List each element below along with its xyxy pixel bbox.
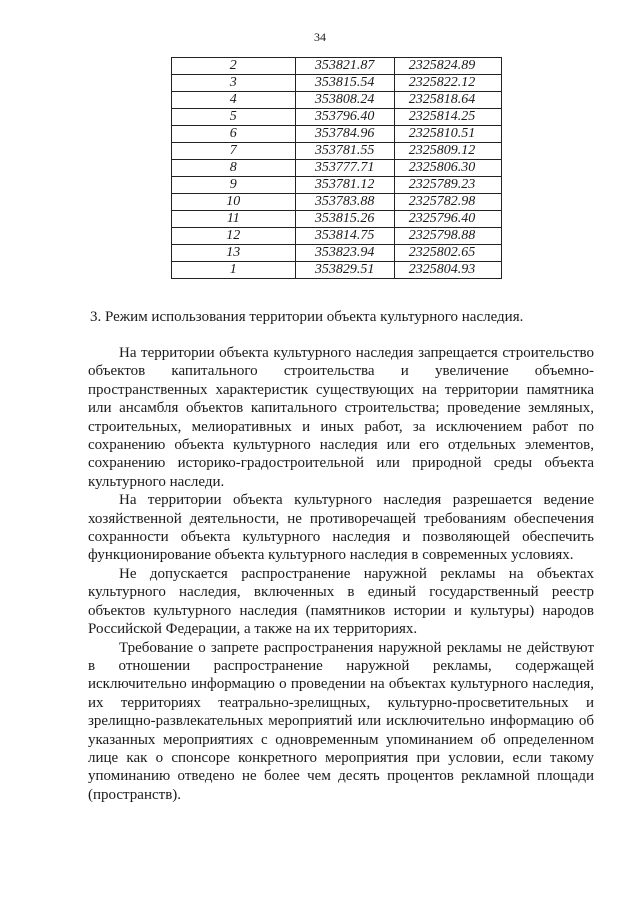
point-number-cell: 13 [172, 245, 296, 262]
y-coordinate-cell: 2325818.64 [394, 92, 501, 109]
x-coordinate-cell: 353808.24 [295, 92, 394, 109]
table-row [172, 92, 502, 109]
table-row [172, 211, 502, 228]
point-number-cell: 12 [172, 228, 296, 245]
point-number-cell: 9 [172, 177, 296, 194]
y-coordinate-cell: 2325782.98 [394, 194, 501, 211]
x-coordinate-cell: 353814.75 [295, 228, 394, 245]
y-coordinate-cell: 2325810.51 [394, 126, 501, 143]
point-number-cell: 7 [172, 143, 296, 160]
y-coordinate-cell: 2325822.12 [394, 75, 501, 92]
y-coordinate-cell: 2325814.25 [394, 109, 501, 126]
x-coordinate-cell: 353821.87 [295, 58, 394, 75]
x-coordinate-cell: 353823.94 [295, 245, 394, 262]
y-coordinate-cell: 2325809.12 [394, 143, 501, 160]
point-number-cell: 10 [172, 194, 296, 211]
x-coordinate-cell: 353829.51 [295, 262, 394, 279]
point-number-cell: 3 [172, 75, 296, 92]
point-number-cell: 11 [172, 211, 296, 228]
table-row [172, 143, 502, 160]
y-coordinate-cell: 2325798.88 [394, 228, 501, 245]
coordinates-table [171, 57, 502, 279]
paragraph: Требование о запрете распространения наружной рекламы не действуют в отношении распространение наружной рекламы, содержащей исключительно информацию о проведении на объектах культурного наследия, их территориях театрально-зрелищных, культурно-просветительных и зрелищно-развлекательных мероприятий или исключительно информацию об указанных мероприятиях с одновременным упоминанием об определенном лице как о спонсоре конкретного мероприятия при условии, если такому упоминанию отведено не более чем десять процентов рекламной площади (пространств). [88, 639, 594, 803]
x-coordinate-cell: 353783.88 [295, 194, 394, 211]
x-coordinate-cell: 353815.26 [295, 211, 394, 228]
table-row [172, 228, 502, 245]
table-row [172, 262, 502, 279]
paragraph: На территории объекта культурного наследия запрещается строительство объектов капитального строительства и увеличение объемно-пространственных характеристик существующих на территории памятника или ансамбля объектов капитального строительства; проведение земляных, строительных, мелиоративных и иных работ, за исключением работ по сохранению объекта культурного наследия или его отдельных элементов, сохранению историко-градостроительной или природной среды объекта культурного наследи. [88, 345, 594, 490]
table-row [172, 194, 502, 211]
y-coordinate-cell: 2325796.40 [394, 211, 501, 228]
point-number-cell: 5 [172, 109, 296, 126]
x-coordinate-cell: 353781.55 [295, 143, 394, 160]
x-coordinate-cell: 353796.40 [295, 109, 394, 126]
x-coordinate-cell: 353777.71 [295, 160, 394, 177]
table-row [172, 58, 502, 75]
y-coordinate-cell: 2325824.89 [394, 58, 501, 75]
section-heading: 3. Режим использования территории объекта культурного наследия. [90, 309, 524, 325]
point-number-cell: 1 [172, 262, 296, 279]
table-row [172, 109, 502, 126]
y-coordinate-cell: 2325802.65 [394, 245, 501, 262]
table-row [172, 126, 502, 143]
point-number-cell: 2 [172, 58, 296, 75]
table-row [172, 245, 502, 262]
x-coordinate-cell: 353781.12 [295, 177, 394, 194]
y-coordinate-cell: 2325806.30 [394, 160, 501, 177]
point-number-cell: 8 [172, 160, 296, 177]
point-number-cell: 6 [172, 126, 296, 143]
page-number: 34 [314, 30, 326, 44]
paragraph: На территории объекта культурного наследия разрешается ведение хозяйственной деятельности, не противоречащей требованиям обеспечения сохранности объекта культурного наследия и позволяющей обеспечить функционирование объекта культурного наследия в современных условиях. [88, 492, 594, 564]
x-coordinate-cell: 353815.54 [295, 75, 394, 92]
y-coordinate-cell: 2325804.93 [394, 262, 501, 279]
paragraph: Не допускается распространение наружной рекламы на объектах культурного наследия, включенных в единый государственный реестр объектов культурного наследия (памятников истории и культуры) народов Российской Федерации, а также на их территориях. [88, 565, 594, 638]
table-row [172, 177, 502, 194]
table-row [172, 160, 502, 177]
y-coordinate-cell: 2325789.23 [394, 177, 501, 194]
section-body [88, 344, 594, 804]
x-coordinate-cell: 353784.96 [295, 126, 394, 143]
point-number-cell: 4 [172, 92, 296, 109]
table-row [172, 75, 502, 92]
